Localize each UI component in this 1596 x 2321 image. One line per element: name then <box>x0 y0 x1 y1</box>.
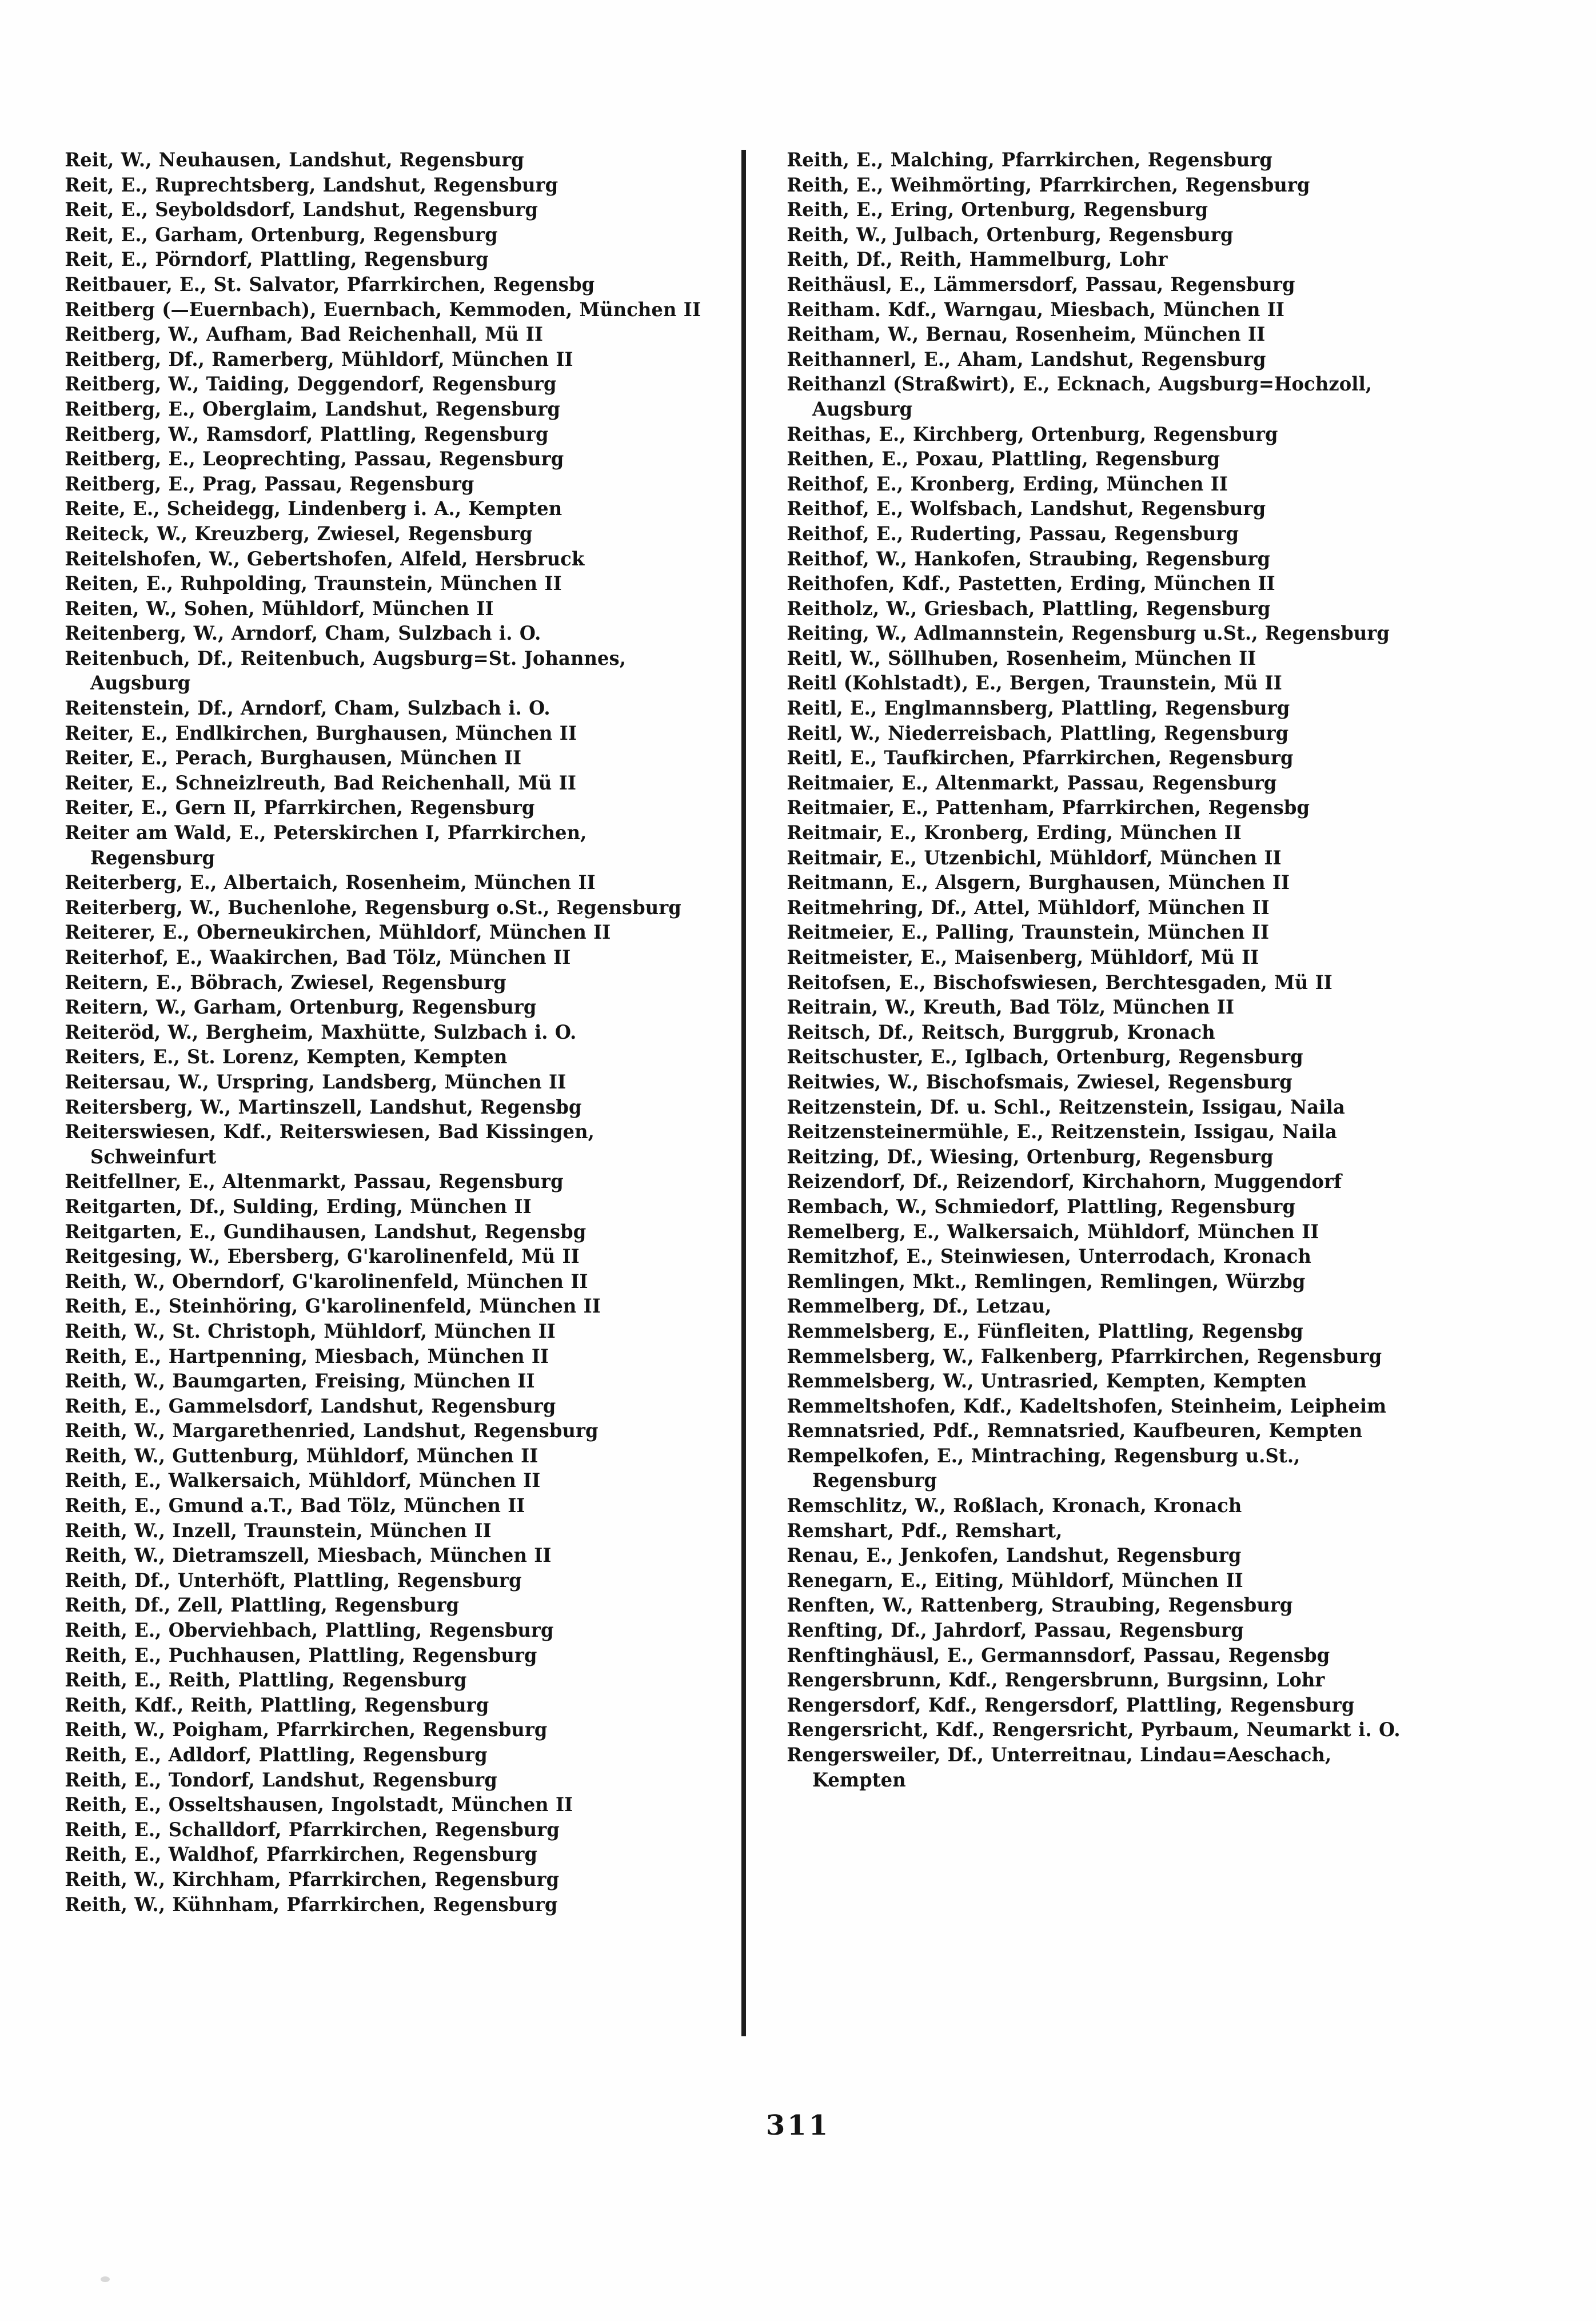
entry-text: Reith, W., Kühnham, Pfarrkirchen, Regensburg <box>65 1893 558 1916</box>
entry-text: Reith, E., Hartpenning, Miesbach, München II <box>65 1345 549 1367</box>
entry-text: Reiterberg, W., Buchenlohe, Regensburg o.St., Regensburg <box>65 896 681 919</box>
gazetteer-entry <box>786 1119 1419 1144</box>
entry-text: Reith, W., Kirchham, Pfarrkirchen, Regensburg <box>65 1868 560 1891</box>
entry-text: Renegarn, E., Eiting, Mühldorf, München II <box>787 1569 1243 1592</box>
entry-text: Reitwies, W., Bischofsmais, Zwiesel, Regensburg <box>787 1070 1292 1093</box>
gazetteer-entry <box>786 1418 1419 1443</box>
entry-text: Reith, W., Poigham, Pfarrkirchen, Regensburg <box>65 1718 548 1741</box>
gazetteer-entry <box>786 297 1419 322</box>
gazetteer-entry <box>786 1518 1419 1544</box>
entry-text: Reith, E., Schalldorf, Pfarrkirchen, Regensburg <box>65 1818 560 1841</box>
gazetteer-entry <box>786 771 1419 796</box>
entry-text: Reitmair, E., Utzenbichl, Mühldorf, München II <box>787 846 1282 869</box>
entry-text: Reith, W., Oberndorf, G'karolinenfeld, München II <box>65 1270 588 1293</box>
entry-text: Reitmeier, E., Palling, Traunstein, München II <box>787 921 1270 944</box>
gazetteer-entry <box>786 745 1419 771</box>
entry-text: Remitzhof, E., Steinwiesen, Unterrodach, Kronach <box>787 1245 1311 1268</box>
entry-text: Reith, W., Baumgarten, Freising, München II <box>65 1370 535 1393</box>
entry-text: Reithofen, Kdf., Pastetten, Erding, München II <box>787 572 1275 595</box>
gazetteer-entry <box>64 1119 729 1169</box>
gazetteer-entry <box>64 1070 729 1095</box>
gazetteer-entry <box>64 571 729 596</box>
gazetteer-entry <box>64 1194 729 1219</box>
gazetteer-entry <box>786 795 1419 820</box>
entry-text: Reith, E., Weihmörting, Pfarrkirchen, Regensburg <box>787 173 1310 196</box>
entry-text: Rembach, W., Schmiedorf, Plattling, Regensburg <box>787 1195 1296 1218</box>
gazetteer-entry <box>64 1817 729 1843</box>
entry-text: Renftinghäusl, E., Germannsdorf, Passau, Regensbg <box>787 1644 1330 1666</box>
gazetteer-entry <box>786 272 1419 297</box>
gazetteer-entry <box>64 646 729 696</box>
gazetteer-entry <box>786 1493 1419 1518</box>
entry-text: Reitelshofen, W., Gebertshofen, Alfeld, Hersbruck <box>65 547 585 570</box>
gazetteer-entry <box>786 1543 1419 1568</box>
entry-text: Reitl, E., Englmannsberg, Plattling, Regensburg <box>787 697 1290 720</box>
entry-text: Reithof, W., Hankofen, Straubing, Regensburg <box>787 547 1271 570</box>
entry-text: Reitzing, Df., Wiesing, Ortenburg, Regensburg <box>787 1145 1274 1168</box>
gazetteer-entry <box>786 197 1419 222</box>
entry-text: Reitberg, W., Aufham, Bad Reichenhall, Mü II <box>65 323 544 346</box>
entry-text: Reithen, E., Poxau, Plattling, Regensburg <box>787 448 1220 470</box>
gazetteer-entry <box>786 1717 1419 1742</box>
entry-text: Reiter, E., Endlkirchen, Burghausen, München II <box>65 721 577 744</box>
gazetteer-entry <box>786 1095 1419 1120</box>
gazetteer-entry <box>64 621 729 646</box>
entry-text: Reitgarten, Df., Sulding, Erding, München II <box>65 1195 532 1218</box>
gazetteer-entry <box>64 1618 729 1643</box>
gazetteer-entry <box>64 197 729 222</box>
entry-text: Reiterhof, E., Waakirchen, Bad Tölz, München II <box>65 946 571 968</box>
entry-text: Reith, E., Gammelsdorf, Landshut, Regensburg <box>65 1394 556 1417</box>
gazetteer-entry <box>64 1468 729 1493</box>
entry-text: Rengersbrunn, Kdf., Rengersbrunn, Burgsinn, Lohr <box>787 1669 1325 1692</box>
gazetteer-entry <box>64 945 729 970</box>
entry-text: Reith, Df., Zell, Plattling, Regensburg <box>65 1594 460 1617</box>
gazetteer-entry <box>64 1095 729 1120</box>
entry-text: Reitzenstein, Df. u. Schl., Reitzenstein, Issigau, Naila <box>787 1095 1345 1118</box>
gazetteer-entry <box>786 1044 1419 1070</box>
entry-text: Remlingen, Mkt., Remlingen, Remlingen, Würzbg <box>787 1270 1306 1293</box>
gazetteer-entry <box>64 222 729 248</box>
gazetteer-entry <box>64 1020 729 1045</box>
entry-text: Remmelsberg, W., Falkenberg, Pfarrkirchen, Regensburg <box>787 1345 1382 1367</box>
gazetteer-entry <box>786 846 1419 871</box>
entry-text: Remmeltshofen, Kdf., Kadeltshofen, Steinheim, Leipheim <box>787 1394 1387 1417</box>
gazetteer-entry <box>786 696 1419 721</box>
gazetteer-entry <box>786 147 1419 173</box>
entry-text: Reithas, E., Kirchberg, Ortenburg, Regensburg <box>787 422 1278 445</box>
gazetteer-entry <box>786 521 1419 547</box>
gazetteer-entry <box>786 895 1419 920</box>
entry-text: Reitenberg, W., Arndorf, Cham, Sulzbach i. O. <box>65 622 541 645</box>
entry-text: Reiter, E., Perach, Burghausen, München II <box>65 747 522 769</box>
entry-text: Reith, Df., Unterhöft, Plattling, Regensburg <box>65 1569 522 1592</box>
entry-text: Reitsch, Df., Reitsch, Burggrub, Kronach <box>787 1020 1215 1043</box>
gazetteer-entry <box>786 422 1419 447</box>
gazetteer-entry <box>64 397 729 422</box>
entry-text: Rengersweiler, Df., Unterreitnau, Lindau=Aeschach, Kempten <box>787 1744 1339 1791</box>
entry-text: Reith, Df., Reith, Hammelburg, Lohr <box>787 248 1168 271</box>
entry-text: Reith, E., Waldhof, Pfarrkirchen, Regensburg <box>65 1843 538 1866</box>
entry-text: Remelberg, E., Walkersaich, Mühldorf, München II <box>787 1220 1319 1243</box>
entry-text: Remshart, Pdf., Remshart, <box>787 1519 1063 1542</box>
entry-text: Renfting, Df., Jahrdorf, Passau, Regensburg <box>787 1619 1244 1642</box>
gazetteer-entry <box>786 1443 1419 1493</box>
gazetteer-entry <box>786 472 1419 497</box>
gazetteer-entry <box>786 1070 1419 1095</box>
entry-text: Reiter am Wald, E., Peterskirchen I, Pfarrkirchen, Regensburg <box>65 821 594 869</box>
entry-text: Reitholz, W., Griesbach, Plattling, Regensburg <box>787 597 1271 620</box>
entry-text: Reitmaier, E., Altenmarkt, Passau, Regensburg <box>787 771 1277 794</box>
gazetteer-entry <box>786 1668 1419 1693</box>
entry-text: Reitberg (—Euernbach), Euernbach, Kemmoden, München II <box>65 298 701 321</box>
entry-text: Reitham, W., Bernau, Rosenheim, München II <box>787 323 1266 346</box>
gazetteer-entry <box>786 721 1419 746</box>
gazetteer-entry <box>64 1219 729 1245</box>
gazetteer-entry <box>786 547 1419 572</box>
gazetteer-entry <box>64 446 729 472</box>
entry-text: Reith, E., Malching, Pfarrkirchen, Regensburg <box>787 149 1273 171</box>
gazetteer-entry <box>64 1543 729 1568</box>
entry-text: Renau, E., Jenkofen, Landshut, Regensburg <box>787 1544 1242 1567</box>
gazetteer-entry <box>786 1369 1419 1394</box>
page-number: 311 <box>765 2109 831 2141</box>
gazetteer-entry <box>64 1244 729 1269</box>
gazetteer-entry <box>786 1169 1419 1194</box>
entry-text: Reith, W., Inzell, Traunstein, München II <box>65 1519 492 1542</box>
entry-text: Rengersdorf, Kdf., Rengersdorf, Plattling, Regensburg <box>787 1693 1355 1716</box>
gazetteer-entry <box>64 1169 729 1194</box>
gazetteer-entry <box>64 322 729 347</box>
entry-text: Reitl, E., Taufkirchen, Pfarrkirchen, Regensburg <box>787 747 1294 769</box>
entry-text: Reith, E., Puchhausen, Plattling, Regensburg <box>65 1644 537 1666</box>
gazetteer-entry <box>786 1643 1419 1668</box>
gazetteer-entry <box>64 596 729 621</box>
entry-text: Remmelsberg, E., Fünfleiten, Plattling, Regensbg <box>787 1319 1303 1342</box>
gazetteer-entry <box>64 696 729 721</box>
gazetteer-entry <box>786 222 1419 248</box>
entry-text: Reitfellner, E., Altenmarkt, Passau, Regensburg <box>65 1170 564 1193</box>
entry-text: Reitmehring, Df., Attel, Mühldorf, München II <box>787 896 1270 919</box>
gazetteer-entry <box>786 995 1419 1020</box>
entry-text: Reitbauer, E., St. Salvator, Pfarrkirchen, Regensbg <box>65 273 595 296</box>
gazetteer-entry <box>64 472 729 497</box>
gazetteer-entry <box>64 870 729 895</box>
gazetteer-entry <box>64 521 729 547</box>
gazetteer-entry <box>786 945 1419 970</box>
gazetteer-entry <box>64 970 729 995</box>
entry-text: Reithannerl, E., Aham, Landshut, Regensburg <box>787 348 1266 370</box>
gazetteer-entry <box>786 1618 1419 1643</box>
entry-text: Reitl, W., Niederreisbach, Plattling, Regensburg <box>787 721 1289 744</box>
entry-text: Remschlitz, W., Roßlach, Kronach, Kronach <box>787 1494 1242 1517</box>
gazetteer-entry <box>64 1568 729 1593</box>
gazetteer-entry <box>64 1044 729 1070</box>
gazetteer-entry <box>64 1693 729 1718</box>
entry-text: Reith, W., Guttenburg, Mühldorf, München II <box>65 1444 538 1467</box>
gazetteer-entry <box>64 1792 729 1817</box>
entry-text: Reiten, E., Ruhpolding, Traunstein, München II <box>65 572 562 595</box>
entry-text: Reiteck, W., Kreuzberg, Zwiesel, Regensburg <box>65 522 533 545</box>
entry-text: Reitersberg, W., Martinszell, Landshut, Regensbg <box>65 1095 582 1118</box>
gazetteer-entry <box>786 1144 1419 1170</box>
entry-text: Reizendorf, Df., Reizendorf, Kirchahorn, Muggendorf <box>787 1170 1342 1193</box>
gazetteer-entry <box>786 1194 1419 1219</box>
entry-text: Reitmeister, E., Maisenberg, Mühldorf, Mü II <box>787 946 1259 968</box>
entry-text: Reith, W., Dietramszell, Miesbach, München II <box>65 1544 552 1567</box>
entry-text: Reitmann, E., Alsgern, Burghausen, München II <box>787 871 1290 894</box>
entry-text: Reiten, W., Sohen, Mühldorf, München II <box>65 597 494 620</box>
entry-text: Reith, E., Adldorf, Plattling, Regensburg <box>65 1744 488 1766</box>
entry-text: Reitenbuch, Df., Reitenbuch, Augsburg=St. Johannes, Augsburg <box>65 647 633 695</box>
page-text-body <box>64 147 1476 2051</box>
gazetteer-entry <box>64 1842 729 1867</box>
gazetteer-entry <box>786 347 1419 372</box>
gazetteer-entry <box>786 671 1419 696</box>
gazetteer-entry <box>64 795 729 820</box>
gazetteer-entry <box>786 820 1419 846</box>
gazetteer-entry <box>64 272 729 297</box>
entry-text: Reith, E., Walkersaich, Mühldorf, München II <box>65 1469 541 1492</box>
entry-text: Reitberg, Df., Ramerberg, Mühldorf, München II <box>65 348 573 370</box>
entry-text: Reitersau, W., Urspring, Landsberg, München II <box>65 1070 566 1093</box>
gazetteer-entry <box>64 247 729 272</box>
entry-text: Reitenstein, Df., Arndorf, Cham, Sulzbach i. O. <box>65 697 550 720</box>
entry-text: Reitberg, W., Ramsdorf, Plattling, Regensburg <box>65 422 549 445</box>
entry-text: Reitmaier, E., Pattenham, Pfarrkirchen, Regensbg <box>787 796 1310 819</box>
gazetteer-entry <box>786 446 1419 472</box>
entry-text: Reith, W., Margarethenried, Landshut, Regensburg <box>65 1419 598 1442</box>
gazetteer-entry <box>786 496 1419 521</box>
entry-text: Reiter, E., Schneizlreuth, Bad Reichenhall, Mü II <box>65 771 577 794</box>
entry-text: Reitberg, E., Oberglaim, Landshut, Regensburg <box>65 397 561 420</box>
entry-text: Remnatsried, Pdf., Remnatsried, Kaufbeuren, Kempten <box>787 1419 1363 1442</box>
gazetteer-entry <box>64 1418 729 1443</box>
gazetteer-entry <box>64 920 729 945</box>
gazetteer-entry <box>64 1892 729 1917</box>
gazetteer-entry <box>786 621 1419 646</box>
entry-text: Reit, E., Ruprechtsberg, Landshut, Regensburg <box>65 173 558 196</box>
entry-text: Reitl, W., Söllhuben, Rosenheim, München II <box>787 647 1256 669</box>
entry-text: Reith, E., Ering, Ortenburg, Regensburg <box>787 198 1208 221</box>
entry-text: Reitschuster, E., Iglbach, Ortenburg, Regensburg <box>787 1046 1303 1068</box>
gazetteer-entry <box>786 247 1419 272</box>
gazetteer-entry <box>786 870 1419 895</box>
gazetteer-entry <box>786 1319 1419 1344</box>
entry-text: Reitgesing, W., Ebersberg, G'karolinenfeld, Mü II <box>65 1245 580 1268</box>
entry-text: Reithof, E., Kronberg, Erding, München II <box>787 472 1228 495</box>
entry-text: Reitofsen, E., Bischofswiesen, Berchtesgaden, Mü II <box>787 971 1332 994</box>
entry-text: Remmelberg, Df., Letzau, <box>787 1295 1052 1318</box>
gazetteer-entry <box>64 1593 729 1618</box>
gazetteer-entry <box>786 920 1419 945</box>
entry-text: Reith, E., Tondorf, Landshut, Regensburg <box>65 1768 497 1791</box>
gazetteer-entry <box>64 1742 729 1768</box>
entry-text: Reith, E., Reith, Plattling, Regensburg <box>65 1669 467 1692</box>
gazetteer-entry <box>786 1219 1419 1245</box>
gazetteer-entry <box>64 147 729 173</box>
entry-text: Rengersricht, Kdf., Rengersricht, Pyrbaum, Neumarkt i. O. <box>787 1718 1401 1741</box>
scan-artifact <box>101 2276 110 2282</box>
entry-text: Reiters, E., St. Lorenz, Kempten, Kempten <box>65 1046 508 1068</box>
entry-text: Reit, E., Garham, Ortenburg, Regensburg <box>65 223 498 246</box>
gazetteer-entry <box>64 347 729 372</box>
gazetteer-entry <box>64 771 729 796</box>
gazetteer-entry <box>64 297 729 322</box>
entry-text: Reiteröd, W., Bergheim, Maxhütte, Sulzbach i. O. <box>65 1020 577 1043</box>
gazetteer-entry <box>64 895 729 920</box>
entry-text: Reith, W., St. Christoph, Mühldorf, München II <box>65 1319 556 1342</box>
entry-text: Reithof, E., Ruderting, Passau, Regensburg <box>787 522 1239 545</box>
gazetteer-entry <box>786 173 1419 198</box>
gazetteer-entry <box>786 646 1419 671</box>
entry-text: Reitberg, W., Taiding, Deggendorf, Regensburg <box>65 373 557 396</box>
entry-text: Reiterswiesen, Kdf., Reiterswiesen, Bad Kissingen, Schweinfurt <box>65 1120 602 1168</box>
gazetteer-entry <box>786 596 1419 621</box>
gazetteer-entry <box>786 1294 1419 1319</box>
entry-text: Renften, W., Rattenberg, Straubing, Regensburg <box>787 1594 1293 1617</box>
gazetteer-entry <box>64 1344 729 1369</box>
gazetteer-entry <box>786 1593 1419 1618</box>
gazetteer-entry <box>64 547 729 572</box>
entry-text: Reitl (Kohlstadt), E., Bergen, Traunstein, Mü II <box>787 672 1282 695</box>
entry-text: Reith, Kdf., Reith, Plattling, Regensburg <box>65 1693 489 1716</box>
entry-text: Reitrain, W., Kreuth, Bad Tölz, München II <box>787 996 1235 1019</box>
entry-text: Reit, E., Pörndorf, Plattling, Regensburg <box>65 248 489 271</box>
entry-text: Reitham. Kdf., Warngau, Miesbach, München II <box>787 298 1285 321</box>
gazetteer-entry <box>64 1643 729 1668</box>
entry-text: Rempelkofen, E., Mintraching, Regensburg u.St., Regensburg <box>787 1444 1307 1492</box>
gazetteer-entry <box>786 1394 1419 1419</box>
gazetteer-entry <box>64 1443 729 1469</box>
column-right <box>741 147 1419 2051</box>
gazetteer-entry <box>64 1867 729 1892</box>
gazetteer-entry <box>64 995 729 1020</box>
entry-text: Reiterer, E., Oberneukirchen, Mühldorf, München II <box>65 921 611 944</box>
gazetteer-entry <box>786 571 1419 596</box>
entry-text: Reith, E., Steinhöring, G'karolinenfeld, München II <box>65 1295 601 1318</box>
gazetteer-entry <box>64 1294 729 1319</box>
gazetteer-entry <box>786 322 1419 347</box>
gazetteer-entry <box>64 1269 729 1294</box>
entry-text: Reiting, W., Adlmannstein, Regensburg u.St., Regensburg <box>787 622 1390 645</box>
entry-text: Reith, W., Julbach, Ortenburg, Regensburg <box>787 223 1234 246</box>
column-left <box>64 147 741 2051</box>
gazetteer-entry <box>64 1394 729 1419</box>
gazetteer-entry <box>786 1693 1419 1718</box>
entry-text: Reit, E., Seyboldsdorf, Landshut, Regensburg <box>65 198 538 221</box>
gazetteer-entry <box>786 1020 1419 1045</box>
gazetteer-entry <box>64 721 729 746</box>
entry-text: Reith, E., Gmund a.T., Bad Tölz, München II <box>65 1494 525 1517</box>
entry-text: Reiterberg, E., Albertaich, Rosenheim, München II <box>65 871 596 894</box>
entry-text: Reithof, E., Wolfsbach, Landshut, Regensburg <box>787 497 1266 520</box>
gazetteer-entry <box>64 496 729 521</box>
gazetteer-entry <box>64 422 729 447</box>
gazetteer-entry <box>64 1717 729 1742</box>
entry-text: Reitern, E., Böbrach, Zwiesel, Regensburg <box>65 971 506 994</box>
entry-text: Reitberg, E., Prag, Passau, Regensburg <box>65 472 474 495</box>
gazetteer-entry <box>64 820 729 870</box>
gazetteer-entry <box>64 1668 729 1693</box>
gazetteer-entry <box>64 372 729 397</box>
gazetteer-entry <box>786 1344 1419 1369</box>
entry-text: Reith, E., Osseltshausen, Ingolstadt, München II <box>65 1793 573 1816</box>
entry-text: Reiter, E., Gern II, Pfarrkirchen, Regensburg <box>65 796 535 819</box>
entry-text: Reite, E., Scheidegg, Lindenberg i. A., Kempten <box>65 497 562 520</box>
gazetteer-entry <box>786 1568 1419 1593</box>
gazetteer-entry <box>64 1493 729 1518</box>
entry-text: Reitmair, E., Kronberg, Erding, München II <box>787 821 1242 844</box>
gazetteer-entry <box>786 1244 1419 1269</box>
gazetteer-entry <box>64 1518 729 1544</box>
entry-text: Reithäusl, E., Lämmersdorf, Passau, Regensburg <box>787 273 1295 296</box>
entry-text: Reith, E., Oberviehbach, Plattling, Regensburg <box>65 1619 554 1642</box>
gazetteer-entry <box>786 1269 1419 1294</box>
entry-text: Reitberg, E., Leoprechting, Passau, Regensburg <box>65 448 564 470</box>
gazetteer-entry <box>64 1369 729 1394</box>
gazetteer-entry <box>786 372 1419 421</box>
gazetteer-entry <box>64 745 729 771</box>
gazetteer-entry <box>64 1319 729 1344</box>
gazetteer-entry <box>64 1768 729 1793</box>
entry-text: Reit, W., Neuhausen, Landshut, Regensburg <box>65 149 524 171</box>
gazetteer-entry <box>786 1742 1419 1792</box>
entry-text: Remmelsberg, W., Untrasried, Kempten, Kempten <box>787 1370 1307 1393</box>
entry-text: Reitzensteinermühle, E., Reitzenstein, Issigau, Naila <box>787 1120 1337 1143</box>
entry-text: Reitern, W., Garham, Ortenburg, Regensburg <box>65 996 537 1019</box>
gazetteer-entry <box>64 173 729 198</box>
entry-text: Reitgarten, E., Gundihausen, Landshut, Regensbg <box>65 1220 586 1243</box>
gazetteer-entry <box>786 970 1419 995</box>
entry-text: Reithanzl (Straßwirt), E., Ecknach, Augsburg=Hochzoll, Augsburg <box>787 373 1379 420</box>
